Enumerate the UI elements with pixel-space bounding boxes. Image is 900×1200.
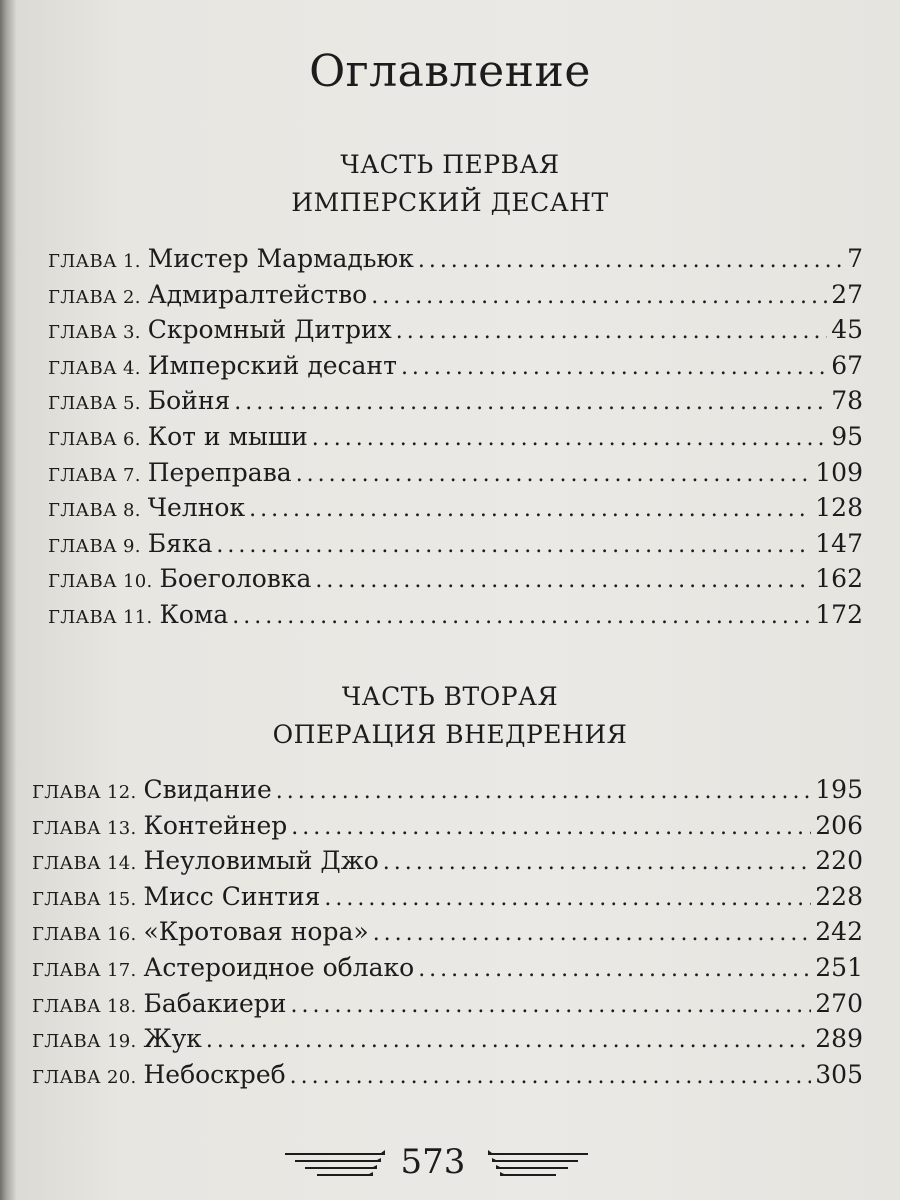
dot-leader bbox=[290, 993, 811, 1018]
toc-entry bbox=[48, 315, 863, 351]
chapter-page-number: 109 bbox=[815, 457, 863, 487]
chapter-title: Мисс Синтия bbox=[143, 881, 321, 911]
dot-leader bbox=[206, 1028, 811, 1053]
chapter-title: Челнок bbox=[147, 493, 246, 523]
chapter-title: «Кротовая нора» bbox=[143, 917, 369, 947]
chapter-title: Скромный Дитрих bbox=[147, 315, 392, 345]
chapter-label: ГЛАВА 11. bbox=[48, 606, 153, 628]
chapter-title: Свидание bbox=[143, 775, 272, 804]
chapter-title: Кот и мыши bbox=[147, 421, 308, 451]
chapter-title: Жук bbox=[143, 1024, 202, 1054]
right-ornament-icon bbox=[488, 1150, 588, 1180]
chapter-page-number: 147 bbox=[815, 528, 863, 558]
toc-entry bbox=[32, 882, 863, 918]
chapter-label: ГЛАВА 14. bbox=[32, 853, 137, 875]
toc-entry bbox=[32, 989, 863, 1025]
toc-entry bbox=[32, 1024, 863, 1060]
toc-entry bbox=[32, 1060, 863, 1096]
toc-entry bbox=[48, 564, 863, 600]
chapter-label: ГЛАВА 8. bbox=[48, 500, 141, 522]
chapter-title: Бабакиери bbox=[143, 988, 287, 1018]
chapter-title: Мистер Мармадьюк bbox=[147, 244, 414, 273]
chapter-label: ГЛАВА 7. bbox=[48, 464, 141, 486]
toc-entry bbox=[48, 351, 863, 387]
chapter-title: Астероидное облако bbox=[143, 952, 415, 982]
chapter-label: ГЛАВА 20. bbox=[32, 1066, 137, 1088]
chapter-label: ГЛАВА 9. bbox=[48, 535, 141, 557]
dot-leader bbox=[371, 284, 827, 309]
toc-entry bbox=[48, 386, 863, 422]
toc-entry bbox=[48, 529, 863, 565]
part-two-number: ЧАСТЬ ВТОРАЯ bbox=[341, 682, 559, 711]
chapter-label: ГЛАВА 18. bbox=[32, 995, 137, 1017]
toc-entry bbox=[48, 493, 863, 529]
chapter-page-number: 251 bbox=[815, 952, 863, 982]
chapter-label: ГЛАВА 3. bbox=[48, 322, 141, 344]
chapter-page-number: 228 bbox=[815, 881, 863, 911]
chapter-page-number: 270 bbox=[815, 988, 863, 1018]
dot-leader bbox=[324, 886, 811, 911]
toc-entry bbox=[48, 280, 863, 316]
dot-leader bbox=[315, 568, 811, 593]
dot-leader bbox=[383, 850, 811, 875]
chapter-label: ГЛАВА 15. bbox=[32, 888, 137, 910]
chapter-title: Неуловимый Джо bbox=[143, 846, 379, 876]
chapter-page-number: 172 bbox=[815, 599, 863, 629]
dot-leader bbox=[312, 426, 827, 451]
dot-leader bbox=[418, 957, 811, 982]
chapter-page-number: 305 bbox=[815, 1059, 863, 1089]
part-one-chapter-list bbox=[48, 244, 863, 636]
toc-entry bbox=[48, 600, 863, 636]
dot-leader bbox=[418, 248, 843, 273]
toc-entry bbox=[48, 458, 863, 494]
chapter-title: Бяка bbox=[147, 528, 213, 558]
part-one-name: ИМПЕРСКИЙ ДЕСАНТ bbox=[291, 188, 609, 217]
dot-leader bbox=[290, 1064, 812, 1089]
chapter-label: ГЛАВА 10. bbox=[48, 571, 153, 593]
chapter-label: ГЛАВА 19. bbox=[32, 1031, 137, 1053]
toc-entry bbox=[32, 775, 863, 811]
chapter-title: Кома bbox=[159, 599, 229, 629]
chapter-label: ГЛАВА 12. bbox=[32, 782, 137, 803]
chapter-label: ГЛАВА 16. bbox=[32, 924, 137, 946]
chapter-page-number: 128 bbox=[815, 493, 863, 523]
chapter-label: ГЛАВА 6. bbox=[48, 428, 141, 450]
toc-entry bbox=[32, 953, 863, 989]
chapter-page-number: 242 bbox=[815, 917, 863, 947]
chapter-label: ГЛАВА 4. bbox=[48, 357, 141, 379]
page-footer bbox=[0, 1142, 900, 1186]
chapter-page-number: 289 bbox=[815, 1024, 863, 1054]
chapter-page-number: 162 bbox=[815, 564, 863, 594]
dot-leader bbox=[296, 462, 812, 487]
chapter-page-number: 95 bbox=[831, 421, 863, 451]
chapter-title: Адмиралтейство bbox=[147, 279, 368, 309]
part-two-heading bbox=[0, 678, 900, 754]
dot-leader bbox=[396, 319, 827, 344]
chapter-title: Контейнер bbox=[143, 810, 288, 840]
chapter-label: ГЛАВА 1. bbox=[48, 251, 141, 272]
chapter-page-number: 27 bbox=[831, 279, 863, 309]
dot-leader bbox=[232, 604, 811, 629]
chapter-page-number: 67 bbox=[831, 350, 863, 380]
part-one-number: ЧАСТЬ ПЕРВАЯ bbox=[340, 150, 560, 179]
dot-leader bbox=[291, 815, 811, 840]
chapter-title: Переправа bbox=[147, 457, 292, 487]
chapter-label: ГЛАВА 2. bbox=[48, 286, 141, 308]
page-title: Оглавление bbox=[309, 46, 591, 97]
dot-leader bbox=[373, 921, 812, 946]
dot-leader bbox=[234, 390, 827, 415]
toc-entry bbox=[48, 244, 863, 280]
chapter-label: ГЛАВА 13. bbox=[32, 817, 137, 839]
dot-leader bbox=[216, 533, 811, 558]
part-one-heading bbox=[0, 146, 900, 222]
dot-leader bbox=[249, 497, 811, 522]
page-number: 573 bbox=[400, 1142, 466, 1182]
chapter-page-number: 195 bbox=[815, 775, 863, 804]
chapter-label: ГЛАВА 5. bbox=[48, 393, 141, 415]
toc-entry bbox=[32, 917, 863, 953]
toc-entry bbox=[48, 422, 863, 458]
part-two-name: ОПЕРАЦИЯ ВНЕДРЕНИЯ bbox=[272, 720, 628, 749]
chapter-title: Небоскреб bbox=[143, 1059, 286, 1089]
toc-entry bbox=[32, 811, 863, 847]
chapter-page-number: 220 bbox=[815, 846, 863, 876]
chapter-title: Имперский десант bbox=[147, 350, 397, 380]
chapter-label: ГЛАВА 17. bbox=[32, 959, 137, 981]
chapter-title: Бойня bbox=[147, 386, 231, 416]
toc-entry bbox=[32, 846, 863, 882]
chapter-page-number: 7 bbox=[847, 244, 863, 273]
chapter-page-number: 45 bbox=[831, 315, 863, 345]
chapter-page-number: 78 bbox=[831, 386, 863, 416]
dot-leader bbox=[401, 355, 827, 380]
chapter-title: Боеголовка bbox=[159, 564, 312, 594]
dot-leader bbox=[276, 779, 812, 804]
left-ornament-icon bbox=[285, 1150, 385, 1180]
part-two-chapter-list bbox=[32, 775, 863, 1095]
chapter-page-number: 206 bbox=[815, 810, 863, 840]
